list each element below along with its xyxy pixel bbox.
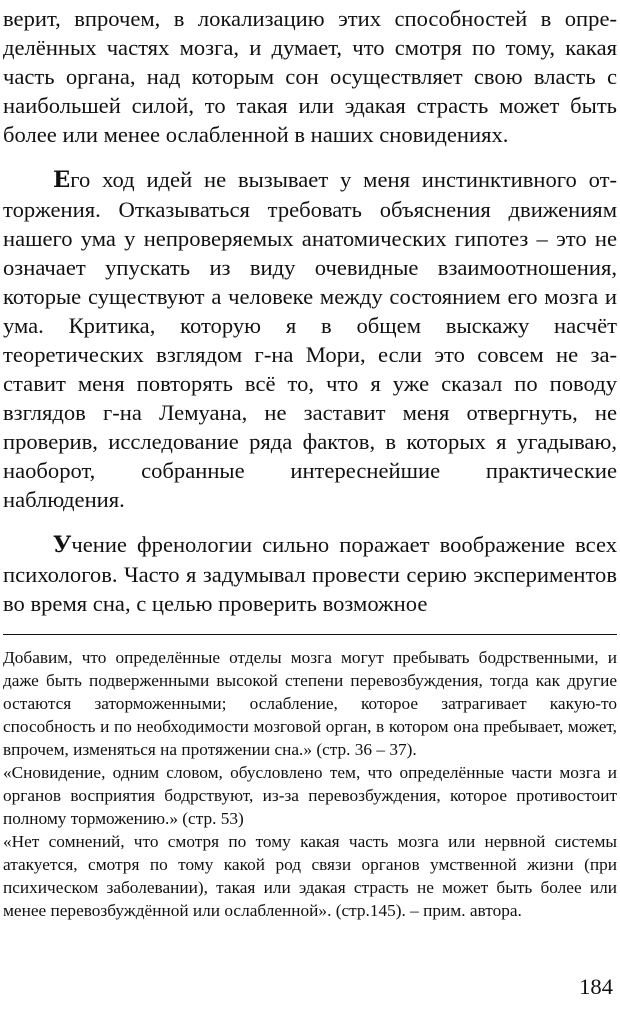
footnote-paragraph-2: «Сновидение, одним словом, обусловлено тем, что определённые части мозга и органов восприятия бодрствуют, из-за перевозбуждения, которое противостоит полному торможению.» (стр. 53) (3, 763, 617, 828)
footnote-paragraph-1: Добавим, что определённые отделы мозга могут пребывать бодрственными, и даже быть подверженными высокой степени перевозбуждения, тогда как другие остаются заторможенными; ослабление, которое затрагивает какую-то способность и по необходимости мозговой орган, в котором она пребывает, может, впрочем, изменяться на протяжении сна.» (стр. 36 – 37). (3, 648, 617, 759)
footnote-paragraph-3: «Нет сомнений, что смотря по тому какая часть мозга или нервной системы атакуется, смотря по тому какой род связи органов умственной жизни (при психическом заболевании), такая или эдакая страсть не может быть более или менее перевозбуждённой или ослабленной». (стр.145). – прим. автора. (3, 832, 617, 920)
paragraph-3-text: чение френологии сильно поражает воображение всех психологов. Часто я задумывал провести серию экспериментов во время сна, с целью проверить возможное (3, 532, 617, 616)
paragraph-2 (3, 165, 617, 514)
footnote-block (3, 646, 617, 922)
paragraph-continuation (3, 4, 617, 149)
page-number: 184 (579, 974, 613, 999)
footnote-separator (3, 634, 617, 635)
paragraph-1-text: верит, впрочем, в локализацию этих способностей в определённых частях мозга, и думает, что смотря по тому, какая часть органа, над которым сон осуществляет свою власть с наибольшей силой, то такая или эдакая страсть может быть более или менее ослабленной в наших сновидениях. (3, 6, 617, 147)
paragraph-2-text: го ход идей не вызывает у меня инстинктивного отторжения. Отказываться требовать объяснения движениям нашего ума у непроверяемых анатомических гипотез – это не означает упускать из виду очевидные взаимоотношения, которые существуют а человеке между состоянием его мозга и ума. Критика, которую я в общем выскажу насчёт теоретических взглядом г-на Мори, если это совсем не заставит меня повторять всё то, что я уже сказал по поводу взглядов г-на Лемуана, не заставит меня отвергнуть, не проверив, исследование ряда фактов, в которых я угадываю, наоборот, собранные интереснейшие практические наблюдения. (3, 167, 617, 512)
book-page (3, 0, 617, 1012)
paragraph-3-initial: У (53, 532, 72, 558)
paragraph-3 (3, 530, 617, 618)
main-text (3, 4, 617, 634)
paragraph-2-initial: Е (53, 167, 71, 193)
